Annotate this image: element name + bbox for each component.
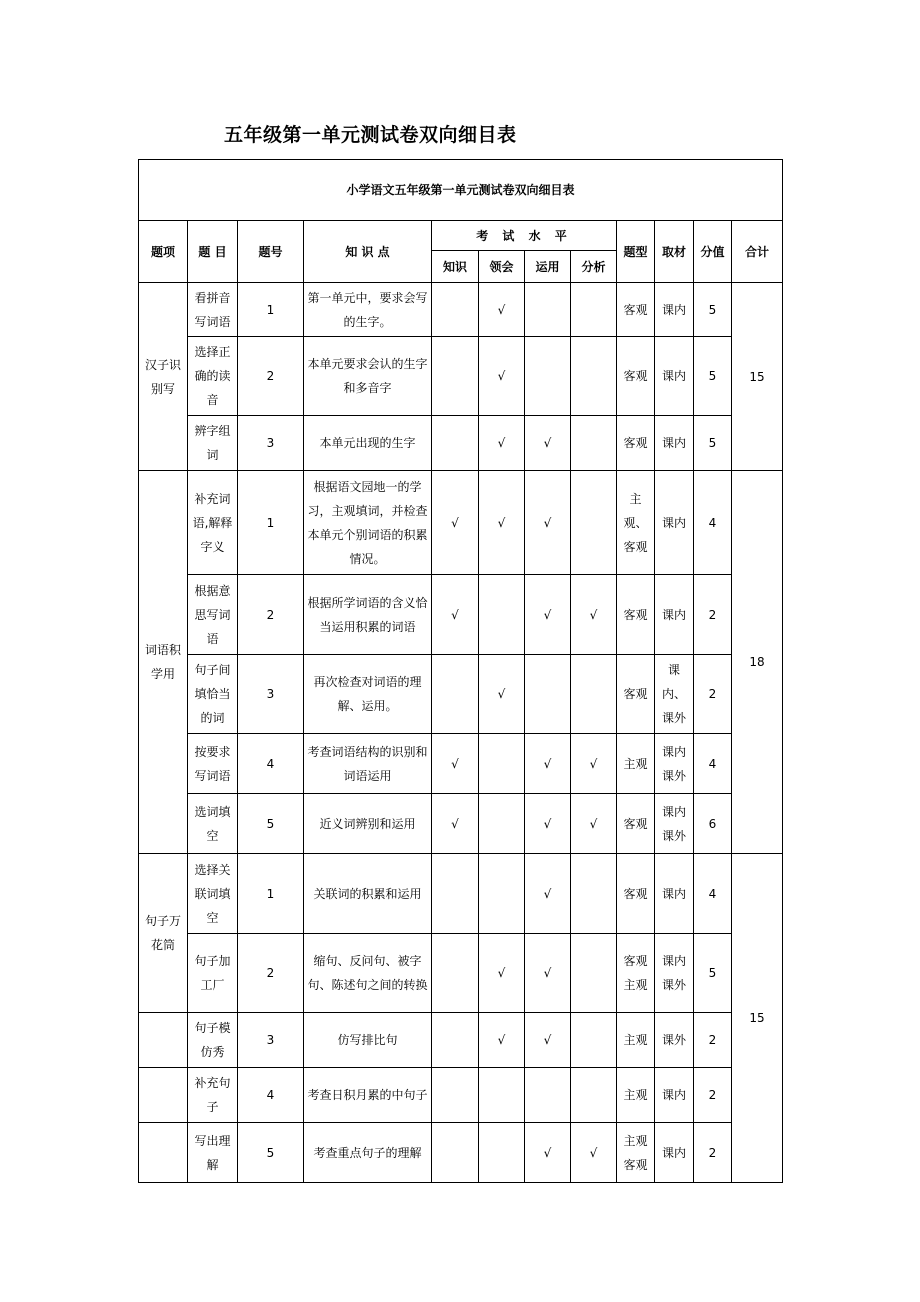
header-level-comprehension: 领会 — [479, 251, 525, 283]
score-cell: 6 — [694, 794, 732, 854]
header-level-analysis: 分析 — [571, 251, 617, 283]
score-cell: 2 — [694, 1013, 732, 1068]
check-knowledge — [432, 1013, 479, 1068]
check-comprehension — [479, 1068, 525, 1123]
check-application: √ — [525, 416, 571, 471]
table-row — [139, 575, 783, 655]
type-cell: 主观 — [617, 1068, 655, 1123]
number-cell: 4 — [238, 1068, 304, 1123]
knowledge-cell: 根据语文园地一的学习，主观填词，并检查本单元个别词语的积累情况。 — [304, 471, 432, 575]
number-cell: 3 — [238, 655, 304, 734]
number-cell: 2 — [238, 337, 304, 416]
type-cell: 客观 — [617, 416, 655, 471]
check-comprehension — [479, 1123, 525, 1183]
table-row — [139, 655, 783, 734]
type-cell: 主观、客观 — [617, 471, 655, 575]
check-knowledge: √ — [432, 471, 479, 575]
type-cell: 主观客观 — [617, 1123, 655, 1183]
check-knowledge: √ — [432, 794, 479, 854]
number-cell: 1 — [238, 283, 304, 337]
number-cell: 5 — [238, 1123, 304, 1183]
check-application: √ — [525, 734, 571, 794]
header-item: 题 目 — [188, 221, 238, 283]
source-cell: 课内课外 — [655, 734, 694, 794]
section-cell-empty — [139, 1013, 188, 1068]
score-cell: 2 — [694, 1068, 732, 1123]
item-cell: 句子间填恰当的词 — [188, 655, 238, 734]
total-cell: 15 — [732, 854, 783, 1183]
check-knowledge — [432, 934, 479, 1013]
number-cell: 5 — [238, 794, 304, 854]
knowledge-cell: 根据所学词语的含义恰当运用积累的词语 — [304, 575, 432, 655]
check-application: √ — [525, 575, 571, 655]
table-row — [139, 1013, 783, 1068]
source-cell: 课内 — [655, 416, 694, 471]
check-comprehension — [479, 794, 525, 854]
table-row — [139, 283, 783, 337]
type-cell: 客观 — [617, 655, 655, 734]
score-cell: 2 — [694, 575, 732, 655]
header-number: 题号 — [238, 221, 304, 283]
item-cell: 写出理解 — [188, 1123, 238, 1183]
table-row — [139, 934, 783, 1013]
header-level-application: 运用 — [525, 251, 571, 283]
check-comprehension — [479, 854, 525, 934]
knowledge-cell: 近义词辨别和运用 — [304, 794, 432, 854]
check-analysis — [571, 1068, 617, 1123]
number-cell: 3 — [238, 1013, 304, 1068]
table-row — [139, 854, 783, 934]
section-cell: 词语积学用 — [139, 471, 188, 854]
number-cell: 4 — [238, 734, 304, 794]
score-cell: 2 — [694, 655, 732, 734]
knowledge-cell: 关联词的积累和运用 — [304, 854, 432, 934]
check-analysis — [571, 416, 617, 471]
check-application: √ — [525, 1013, 571, 1068]
source-cell: 课内 — [655, 471, 694, 575]
check-analysis: √ — [571, 1123, 617, 1183]
check-knowledge — [432, 854, 479, 934]
score-cell: 4 — [694, 734, 732, 794]
section-cell-empty — [139, 1068, 188, 1123]
source-cell: 课内 — [655, 283, 694, 337]
check-application — [525, 337, 571, 416]
check-analysis — [571, 1013, 617, 1068]
check-application — [525, 1068, 571, 1123]
item-cell: 辨字组词 — [188, 416, 238, 471]
knowledge-cell: 本单元出现的生字 — [304, 416, 432, 471]
section-cell: 句子万花筒 — [139, 854, 188, 1013]
table-row — [139, 1123, 783, 1183]
total-cell: 18 — [732, 471, 783, 854]
check-knowledge: √ — [432, 575, 479, 655]
source-cell: 课外 — [655, 1013, 694, 1068]
item-cell: 选择正确的读音 — [188, 337, 238, 416]
source-cell: 课内 — [655, 575, 694, 655]
check-comprehension — [479, 734, 525, 794]
check-analysis — [571, 471, 617, 575]
item-cell: 补充句子 — [188, 1068, 238, 1123]
type-cell: 客观 — [617, 794, 655, 854]
knowledge-cell: 考查词语结构的识别和词语运用 — [304, 734, 432, 794]
knowledge-cell: 考查日积月累的中句子 — [304, 1068, 432, 1123]
document-title: 五年级第一单元测试卷双向细目表 — [224, 124, 517, 146]
number-cell: 2 — [238, 934, 304, 1013]
source-cell: 课内课外 — [655, 794, 694, 854]
type-cell: 主观 — [617, 734, 655, 794]
check-application: √ — [525, 934, 571, 1013]
table-row — [139, 1068, 783, 1123]
section-cell: 汉子识别写 — [139, 283, 188, 471]
score-cell: 5 — [694, 337, 732, 416]
score-cell: 4 — [694, 471, 732, 575]
check-application — [525, 283, 571, 337]
caption-row — [139, 160, 783, 221]
table-caption: 小学语文五年级第一单元测试卷双向细目表 — [139, 160, 783, 221]
header-knowledge: 知 识 点 — [304, 221, 432, 283]
check-analysis: √ — [571, 734, 617, 794]
knowledge-cell: 仿写排比句 — [304, 1013, 432, 1068]
check-comprehension: √ — [479, 1013, 525, 1068]
check-analysis: √ — [571, 794, 617, 854]
source-cell: 课内 — [655, 337, 694, 416]
number-cell: 1 — [238, 471, 304, 575]
source-cell: 课内 — [655, 1068, 694, 1123]
check-application: √ — [525, 854, 571, 934]
check-analysis — [571, 655, 617, 734]
total-cell: 15 — [732, 283, 783, 471]
check-knowledge — [432, 1068, 479, 1123]
check-comprehension: √ — [479, 471, 525, 575]
type-cell: 客观主观 — [617, 934, 655, 1013]
source-cell: 课内、课外 — [655, 655, 694, 734]
check-knowledge — [432, 655, 479, 734]
source-cell: 课内 — [655, 1123, 694, 1183]
knowledge-cell: 本单元要求会认的生字和多音字 — [304, 337, 432, 416]
source-cell: 课内 — [655, 854, 694, 934]
header-source: 取材 — [655, 221, 694, 283]
check-knowledge — [432, 416, 479, 471]
header-type: 题型 — [617, 221, 655, 283]
spec-table — [138, 159, 783, 1183]
check-application — [525, 655, 571, 734]
source-cell: 课内课外 — [655, 934, 694, 1013]
check-comprehension — [479, 575, 525, 655]
table-row — [139, 471, 783, 575]
check-comprehension: √ — [479, 655, 525, 734]
check-analysis — [571, 283, 617, 337]
item-cell: 句子模仿秀 — [188, 1013, 238, 1068]
check-analysis — [571, 337, 617, 416]
knowledge-cell: 第一单元中，要求会写的生字。 — [304, 283, 432, 337]
table-row — [139, 734, 783, 794]
number-cell: 2 — [238, 575, 304, 655]
knowledge-cell: 缩句、反问句、被字句、陈述句之间的转换 — [304, 934, 432, 1013]
check-application: √ — [525, 471, 571, 575]
header-level-knowledge: 知识 — [432, 251, 479, 283]
header-exam-level: 考 试 水 平 — [432, 221, 617, 251]
knowledge-cell: 考查重点句子的理解 — [304, 1123, 432, 1183]
table-row — [139, 416, 783, 471]
score-cell: 5 — [694, 934, 732, 1013]
check-analysis: √ — [571, 575, 617, 655]
check-analysis — [571, 854, 617, 934]
check-application: √ — [525, 794, 571, 854]
check-knowledge: √ — [432, 734, 479, 794]
item-cell: 句子加工厂 — [188, 934, 238, 1013]
table-row — [139, 337, 783, 416]
item-cell: 补充词语,解释字义 — [188, 471, 238, 575]
score-cell: 5 — [694, 416, 732, 471]
knowledge-cell: 再次检查对词语的理解、运用。 — [304, 655, 432, 734]
header-total: 合计 — [732, 221, 783, 283]
check-knowledge — [432, 1123, 479, 1183]
score-cell: 5 — [694, 283, 732, 337]
table-row — [139, 794, 783, 854]
check-comprehension: √ — [479, 416, 525, 471]
number-cell: 1 — [238, 854, 304, 934]
type-cell: 客观 — [617, 337, 655, 416]
item-cell: 根据意思写词语 — [188, 575, 238, 655]
check-comprehension: √ — [479, 283, 525, 337]
header-score: 分值 — [694, 221, 732, 283]
type-cell: 客观 — [617, 575, 655, 655]
header-section: 题项 — [139, 221, 188, 283]
check-application: √ — [525, 1123, 571, 1183]
check-comprehension: √ — [479, 337, 525, 416]
item-cell: 看拼音写词语 — [188, 283, 238, 337]
type-cell: 客观 — [617, 854, 655, 934]
item-cell: 选词填空 — [188, 794, 238, 854]
type-cell: 客观 — [617, 283, 655, 337]
header-row — [139, 221, 783, 251]
number-cell: 3 — [238, 416, 304, 471]
score-cell: 2 — [694, 1123, 732, 1183]
item-cell: 按要求写词语 — [188, 734, 238, 794]
item-cell: 选择关联词填空 — [188, 854, 238, 934]
check-knowledge — [432, 337, 479, 416]
check-analysis — [571, 934, 617, 1013]
section-cell-empty — [139, 1123, 188, 1183]
type-cell: 主观 — [617, 1013, 655, 1068]
check-comprehension: √ — [479, 934, 525, 1013]
check-knowledge — [432, 283, 479, 337]
score-cell: 4 — [694, 854, 732, 934]
